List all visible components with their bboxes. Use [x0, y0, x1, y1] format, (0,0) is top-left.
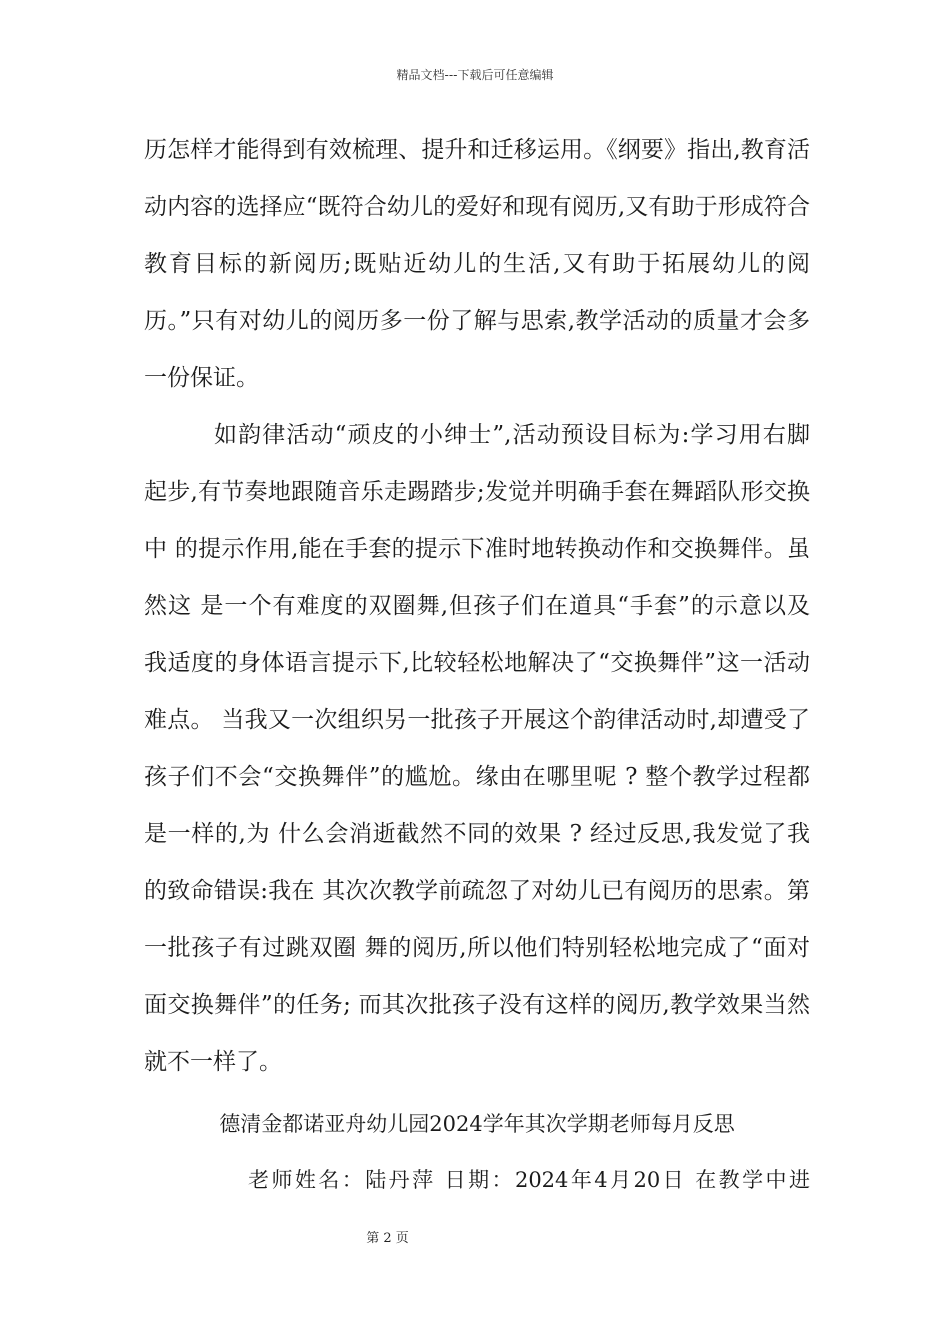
text-line: 是一样的,为 什么会消逝截然不同的效果 ? 经过反思,我发觉了我 [144, 821, 810, 847]
text-line: 的致命错误:我在 其次次教学前疏忽了对幼儿已有阅历的思索。第 [144, 878, 810, 904]
text-line: 中 的提示作用,能在手套的提示下准时地转换动作和交换舞伴。虽 [144, 536, 810, 562]
text-line: 面交换舞伴”的任务; 而其次批孩子没有这样的阅历,教学效果当然 [144, 992, 810, 1018]
page-header: 精品文档---下载后可任意编辑 [396, 68, 554, 82]
text-line: 教育目标的新阅历;既贴近幼儿的生活,又有助于拓展幼儿的阅 [144, 251, 810, 277]
text-line: 我适度的身体语言提示下,比较轻松地解决了“交换舞伴”这一活动 [144, 650, 810, 676]
paragraph-2 [144, 407, 810, 1091]
text-line: 就不一样了。 [144, 1049, 282, 1075]
page-number: 第 2 页 [366, 1231, 409, 1246]
text-line: 历怎样才能得到有效梳理、提升和迁移运用。《纲要》指出,教育活 [144, 137, 810, 163]
text-line: 动内容的选择应“既符合幼儿的爱好和现有阅历,又有助于形成符合 [144, 194, 810, 220]
text-line: 历。”只有对幼儿的阅历多一份了解与思索,教学活动的质量才会多 [144, 308, 810, 334]
text-line: 如韵律活动“顽皮的小绅士”,活动预设目标为:学习用右脚 [214, 422, 810, 448]
text-line: 起步,有节奏地跟随音乐走踢踏步;发觉并明确手套在舞蹈队形交换 [144, 479, 810, 505]
paragraph-1 [144, 122, 810, 407]
text-line: 孩子们不会“交换舞伴”的尴尬。缘由在哪里呢 ? 整个教学过程都 [144, 764, 810, 790]
text-line: 一批孩子有过跳双圈 舞的阅历,所以他们特别轻松地完成了“面对 [144, 935, 810, 961]
text-line: 一份保证。 [144, 365, 259, 391]
text-line: 难点。 当我又一次组织另一批孩子开展这个韵律活动时,却遭受了 [144, 707, 810, 733]
author-date-line: 老师姓名：陆丹萍 日期：2024年4月20日 在教学中进 [248, 1168, 810, 1192]
section-title: 德清金都诺亚舟幼儿园2024学年其次学期老师每月反思 [219, 1112, 735, 1136]
text-line: 然这 是一个有难度的双圈舞,但孩子们在道具“手套”的示意以及 [144, 593, 810, 619]
